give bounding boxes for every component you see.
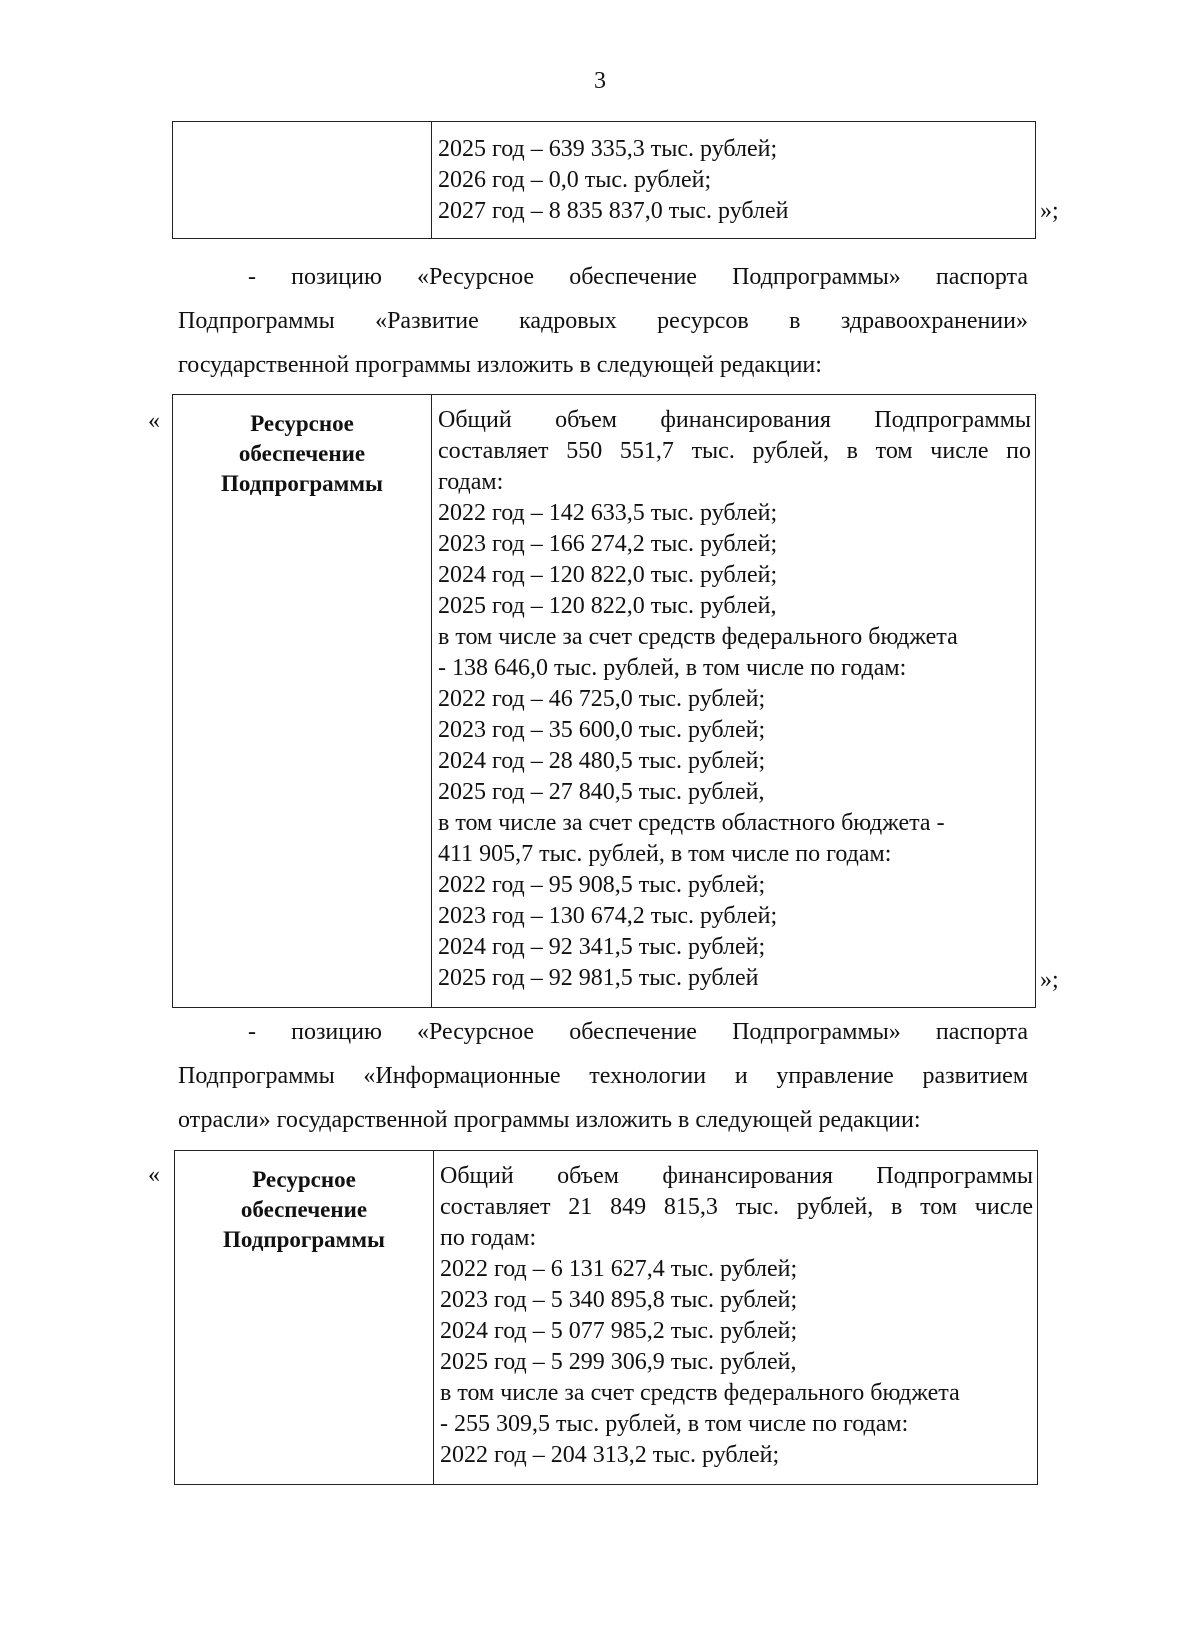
content-line: 2022 год – 204 313,2 тыс. рублей;	[440, 1442, 780, 1468]
content-line: составляет 21 849 815,3 тыс. рублей, в том числе	[440, 1194, 1033, 1220]
content-line: в том числе за счет средств областного бюджета -	[438, 810, 945, 836]
content-line: 2025 год – 92 981,5 тыс. рублей	[438, 965, 759, 991]
opening-quote: «	[148, 1162, 160, 1188]
content-line: 2025 год – 27 840,5 тыс. рублей,	[438, 779, 765, 805]
content-line: 2027 год – 8 835 837,0 тыс. рублей	[438, 198, 789, 224]
content-line: 2024 год – 120 822,0 тыс. рублей;	[438, 562, 778, 588]
label-line: обеспечение	[240, 1197, 368, 1222]
content-line: 2023 год – 5 340 895,8 тыс. рублей;	[440, 1287, 798, 1313]
paragraph-line: государственной программы изложить в следующей редакции:	[178, 352, 822, 378]
paragraph-line: - позицию «Ресурсное обеспечение Подпрограммы» паспорта	[248, 1019, 1028, 1045]
content-line: 2023 год – 166 274,2 тыс. рублей;	[438, 531, 778, 557]
page-number: 3	[594, 68, 606, 94]
content-line: 2024 год – 92 341,5 тыс. рублей;	[438, 934, 766, 960]
content-line: - 255 309,5 тыс. рублей, в том числе по годам:	[440, 1411, 909, 1437]
content-line: 2022 год – 142 633,5 тыс. рублей;	[438, 500, 778, 526]
paragraph-1	[178, 255, 1028, 387]
content-line: в том числе за счет средств федерального бюджета	[440, 1380, 960, 1406]
paragraph-line: - позицию «Ресурсное обеспечение Подпрограммы» паспорта	[248, 264, 1028, 290]
paragraph-2	[178, 1010, 1028, 1142]
table-2-label-cell	[175, 1151, 434, 1485]
paragraph-line: Подпрограммы «Развитие кадровых ресурсов в здравоохранении»	[178, 308, 1028, 334]
content-line: годам:	[438, 469, 504, 495]
label-line: Подпрограммы	[221, 471, 383, 496]
content-line: по годам:	[440, 1225, 537, 1251]
content-line: 2025 год – 639 335,3 тыс. рублей;	[438, 136, 778, 162]
closing-quote: »;	[1040, 198, 1059, 224]
content-line: 2025 год – 5 299 306,9 тыс. рублей,	[440, 1349, 797, 1375]
table-1-content-cell	[432, 395, 1036, 1008]
content-line: Общий объем финансирования Подпрограммы	[438, 407, 1031, 433]
paragraph-line: отрасли» государственной программы изложить в следующей редакции:	[178, 1107, 921, 1133]
content-line: 2024 год – 28 480,5 тыс. рублей;	[438, 748, 766, 774]
content-line: составляет 550 551,7 тыс. рублей, в том числе по	[438, 438, 1031, 464]
content-line: в том числе за счет средств федерального бюджета	[438, 624, 958, 650]
label-line: Ресурсное	[250, 411, 354, 436]
table-top-content-cell	[432, 122, 1036, 239]
content-line: 2022 год – 46 725,0 тыс. рублей;	[438, 686, 766, 712]
content-line: Общий объем финансирования Подпрограммы	[440, 1163, 1033, 1189]
content-line: 2024 год – 5 077 985,2 тыс. рублей;	[440, 1318, 798, 1344]
table-top-label-cell	[173, 122, 432, 239]
content-line: 2023 год – 130 674,2 тыс. рублей;	[438, 903, 778, 929]
content-line: 2025 год – 120 822,0 тыс. рублей,	[438, 593, 777, 619]
label-line: Ресурсное	[252, 1167, 356, 1192]
table-2-content-cell	[434, 1151, 1038, 1485]
table-top	[172, 121, 1036, 239]
label-line: обеспечение	[238, 441, 366, 466]
table-1-label-cell	[173, 395, 432, 1008]
content-line: 411 905,7 тыс. рублей, в том числе по годам:	[438, 841, 892, 867]
opening-quote: «	[148, 408, 160, 434]
content-line: 2026 год – 0,0 тыс. рублей;	[438, 167, 712, 193]
content-line: 2022 год – 95 908,5 тыс. рублей;	[438, 872, 766, 898]
table-2	[174, 1150, 1038, 1485]
content-line: 2023 год – 35 600,0 тыс. рублей;	[438, 717, 766, 743]
content-line: 2022 год – 6 131 627,4 тыс. рублей;	[440, 1256, 798, 1282]
label-line: Подпрограммы	[223, 1227, 385, 1252]
content-line: - 138 646,0 тыс. рублей, в том числе по годам:	[438, 655, 907, 681]
closing-quote: »;	[1040, 967, 1059, 993]
table-1	[172, 394, 1036, 1008]
paragraph-line: Подпрограммы «Информационные технологии и управление развитием	[178, 1063, 1028, 1089]
